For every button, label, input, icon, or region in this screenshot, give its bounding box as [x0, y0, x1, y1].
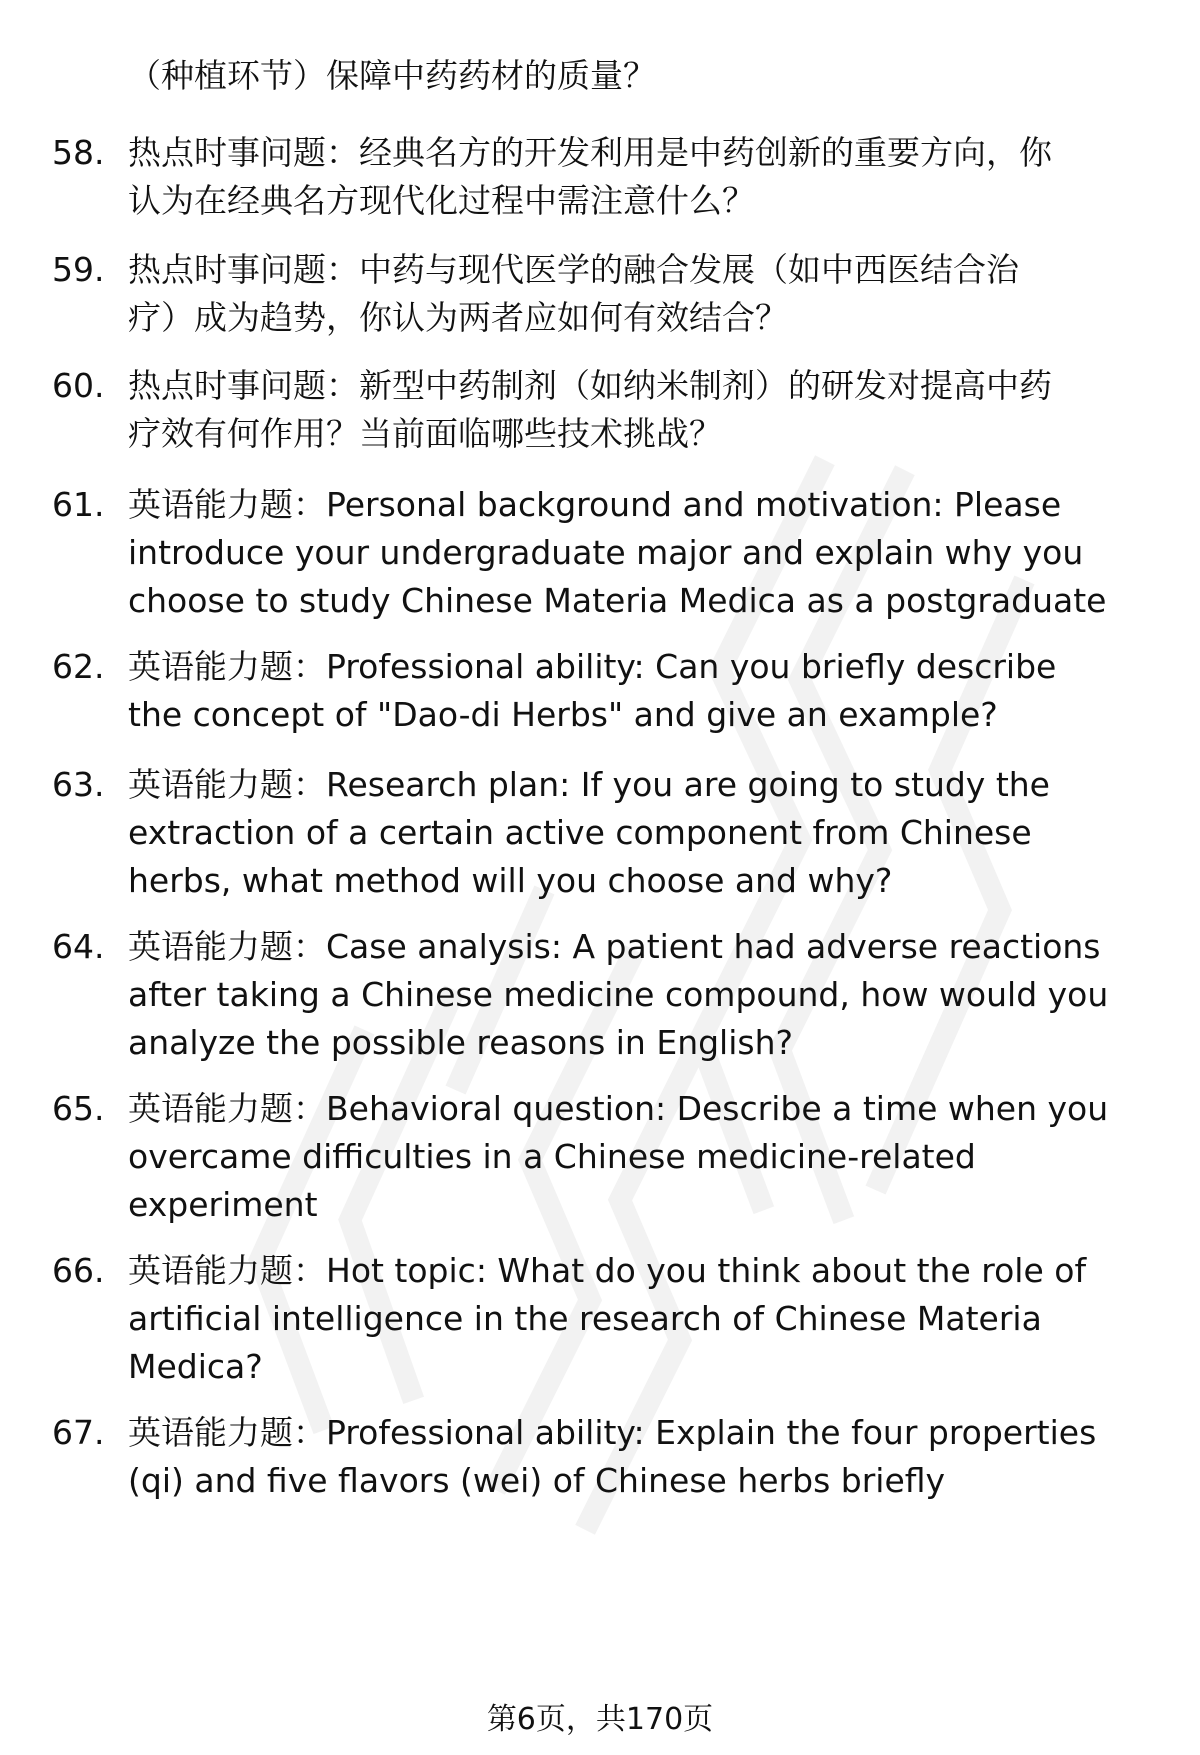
- item-number: 60.: [52, 366, 105, 405]
- list-item: [52, 129, 1162, 225]
- item-number: 67.: [52, 1413, 105, 1452]
- item-text: 热点时事问题：中药与现代医学的融合发展（如中西医结合治 疗）成为趋势，你认为两者应如何有效结合？: [128, 250, 1019, 337]
- item-text: 热点时事问题：经典名方的开发利用是中药创新的重要方向，你 认为在经典名方现代化过程中需注意什么？: [128, 133, 1052, 220]
- item-number: 59.: [52, 250, 105, 289]
- item-number: 58.: [52, 133, 105, 172]
- item-number: 63.: [52, 765, 105, 804]
- list-item: [52, 643, 1162, 739]
- item-text: 英语能力题：Behavioral question: Describe a time when you overcame difficulties in a Chinese medicine-related experiment: [128, 1089, 1109, 1224]
- item-text: 英语能力题：Case analysis: A patient had adverse reactions after taking a Chinese medicine compound, how would you analyze the possible reasons in English?: [128, 927, 1109, 1062]
- list-item: [52, 1409, 1162, 1505]
- item-number: 65.: [52, 1089, 105, 1128]
- continuation-line: （种植环节）保障中药药材的质量？: [128, 56, 656, 95]
- item-text: 英语能力题：Hot topic: What do you think about the role of artificial intelligence in the research of Chinese Materia Medica?: [128, 1251, 1087, 1386]
- item-number: 66.: [52, 1251, 105, 1290]
- item-text: 英语能力题：Personal background and motivation: Please introduce your undergraduate major and explain why you choose to study Chinese Materia Medica as a postgraduate: [128, 485, 1107, 620]
- item-number: 62.: [52, 647, 105, 686]
- item-text: 英语能力题：Professional ability: Can you briefly describe the concept of "Dao-di Herbs" and give an example?: [128, 647, 1057, 734]
- item-number: 64.: [52, 927, 105, 966]
- list-item: [52, 923, 1162, 1067]
- list-item: [52, 362, 1162, 458]
- item-text: 热点时事问题：新型中药制剂（如纳米制剂）的研发对提高中药 疗效有何作用？当前面临哪些技术挑战？: [128, 366, 1052, 453]
- item-text: 英语能力题：Research plan: If you are going to study the extraction of a certain active component from Chinese herbs, what method will you choose and why?: [128, 765, 1050, 900]
- page-number-footer: 第6页，共170页: [486, 1702, 714, 1737]
- list-item: [52, 1085, 1162, 1229]
- item-number: 61.: [52, 485, 105, 524]
- list-item: [52, 481, 1162, 625]
- list-item: [52, 1247, 1162, 1391]
- item-text: 英语能力题：Professional ability: Explain the four properties (qi) and five flavors (wei) of Chinese herbs briefly: [128, 1413, 1097, 1500]
- list-item: [52, 246, 1162, 342]
- list-item: [52, 761, 1162, 905]
